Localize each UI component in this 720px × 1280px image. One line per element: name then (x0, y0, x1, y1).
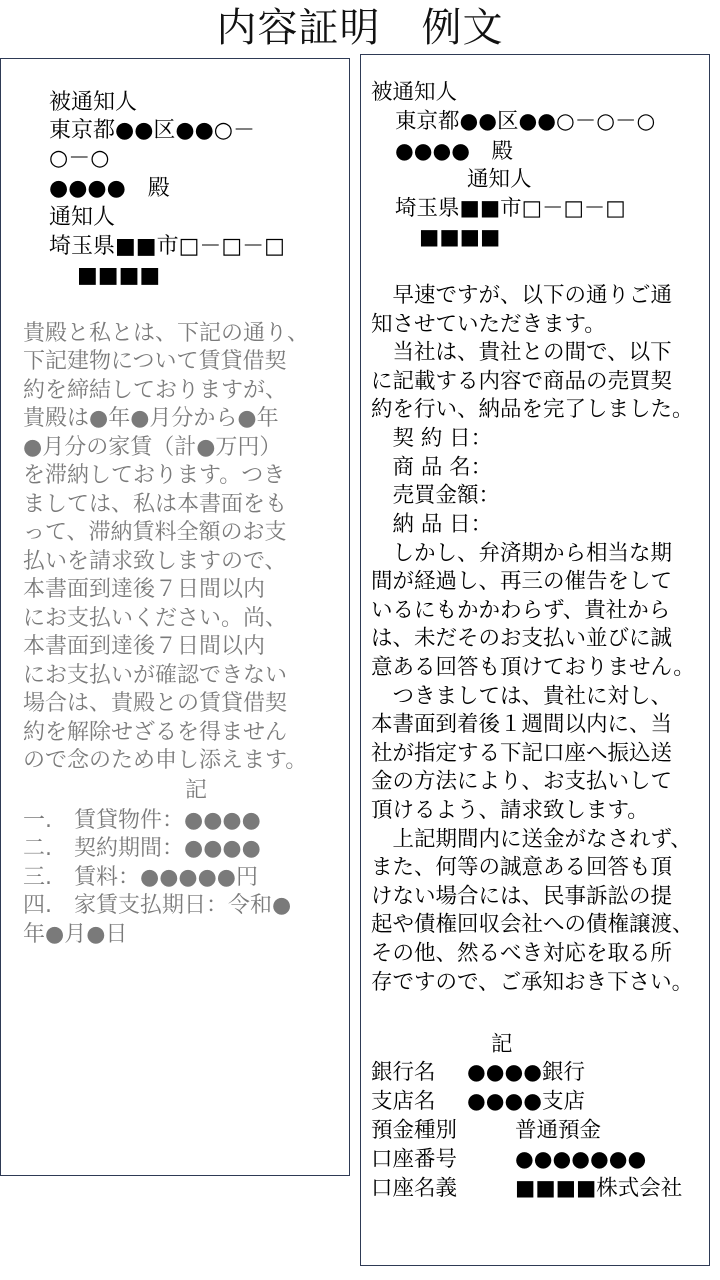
list-item: 二. 契約期間：●●●● (23, 836, 261, 861)
body-line: 知させていただきます。 (371, 312, 606, 337)
addressee-label: 被通知人 (49, 90, 138, 115)
body-line: しかし、弁済期から相当な期 (371, 541, 673, 566)
body-line: 約を締結しておりますが、 (23, 378, 288, 403)
body-line: 社が指定する下記口座へ振込送 (371, 741, 673, 766)
addressee-name: ●●●● 殿 (49, 176, 170, 201)
sender-address: 埼玉県■■市□－□－□ (49, 234, 285, 259)
ki-heading: 記 (491, 1032, 513, 1057)
body-line: けない場合には、民事訴訟の提 (371, 884, 673, 909)
body-line: 当社は、貴社との間で、以下 (371, 340, 672, 365)
sender-name: ■■■■ (419, 225, 501, 250)
body-line: ●月分の家賃（計●万円） (23, 435, 282, 460)
body-line: ましては、私は本書面をも (23, 492, 288, 517)
right-letter-panel (360, 54, 710, 1266)
body-line: 起や債権回収会社への債権譲渡、 (371, 912, 694, 937)
account-number-value: ●●●●●●● (515, 1147, 647, 1172)
sender-name: ■■■■ (77, 263, 161, 288)
field-delivery-date: 納 品 日： (371, 512, 493, 537)
addressee-address-line1: 東京都●●区●●○－ (49, 118, 255, 143)
body-line: 金の方法により、お支払いして (371, 769, 673, 794)
body-line: いるにもかかわらず、貴社から (371, 598, 671, 623)
account-number-label: 口座番号 (371, 1147, 458, 1172)
body-line: 下記建物について賃貸借契 (23, 349, 287, 374)
account-holder-label: 口座名義 (371, 1176, 458, 1201)
body-line: 早速ですが、以下の通りご通 (371, 283, 673, 308)
body-line: 意ある回答も頂けておりません。 (371, 655, 695, 680)
sender-label: 通知人 (49, 205, 116, 230)
sender-address: 埼玉県■■市□－□－□ (395, 196, 626, 221)
body-line: 貴殿と私とは、下記の通り、 (23, 321, 310, 346)
list-item: 一. 賃貸物件：●●●● (23, 808, 261, 833)
list-item: 三. 賃料：●●●●●円 (23, 865, 258, 890)
body-line: また、何等の誠意ある回答も頂 (371, 855, 673, 880)
body-line: にお支払いください。尚、 (23, 606, 288, 631)
body-line: つきましては、貴社に対し、 (371, 684, 673, 709)
body-line: 本書面到達後７日間以内 (23, 634, 266, 659)
addressee-name: ●●●● 殿 (395, 139, 514, 164)
ki-heading: 記 (185, 778, 208, 803)
account-holder-value: ■■■■株式会社 (515, 1176, 683, 1201)
body-line: 払いを請求致しますので、 (23, 549, 287, 574)
branch-label: 支店名 (371, 1089, 436, 1114)
account-type-label: 預金種別 (371, 1118, 458, 1143)
addressee-label: 被通知人 (371, 80, 458, 105)
branch-value: ●●●●支店 (467, 1089, 586, 1114)
body-line: は、未だそのお支払い並びに誠 (371, 626, 673, 651)
field-product-name: 商 品 名： (371, 455, 493, 480)
body-line: 存ですので、ご承知おき下さい。 (371, 970, 694, 995)
body-line: 約を解除せざるを得ません (23, 720, 288, 745)
body-line: 本書面到達後７日間以内 (23, 577, 266, 602)
body-line: 約を行い、納品を完了しました。 (371, 397, 694, 422)
body-line: に記載する内容で商品の売買契 (371, 369, 673, 394)
body-line: 貴殿は●年●月分から●年 (23, 406, 279, 431)
addressee-address-line2: ○－○ (49, 146, 110, 171)
body-line: その他、然るべき対応を取る所 (371, 941, 673, 966)
sender-label: 通知人 (467, 167, 532, 192)
field-sale-amount: 売買金額： (371, 483, 501, 508)
left-letter-panel (0, 58, 350, 1176)
body-line: を滞納しております。つき (23, 463, 286, 488)
list-item: 年●月●日 (23, 922, 128, 947)
body-line: 本書面到着後１週間以内に、当 (371, 712, 673, 737)
body-line: 場合は、貴殿との賃貸借契 (23, 691, 288, 716)
body-line: にお支払いが確認できない (23, 663, 288, 688)
addressee-address: 東京都●●区●●○－○－○ (395, 109, 656, 134)
list-item: 四. 家賃支払期日：令和● (23, 893, 292, 918)
body-line: 間が経過し、再三の催告をして (371, 569, 673, 594)
bank-label: 銀行名 (371, 1060, 436, 1085)
body-line: ので念のため申し添えます。 (23, 748, 308, 773)
page-title: 内容証明 例文 (216, 5, 504, 51)
body-line: って、滞納賃料全額のお支 (23, 520, 287, 545)
body-line: 頂けるよう、請求致します。 (371, 798, 649, 823)
account-type-value: 普通預金 (515, 1118, 602, 1143)
field-contract-date: 契 約 日： (371, 426, 493, 451)
body-line: 上記期間内に送金がなされず、 (371, 827, 692, 852)
bank-value: ●●●●銀行 (467, 1060, 586, 1085)
